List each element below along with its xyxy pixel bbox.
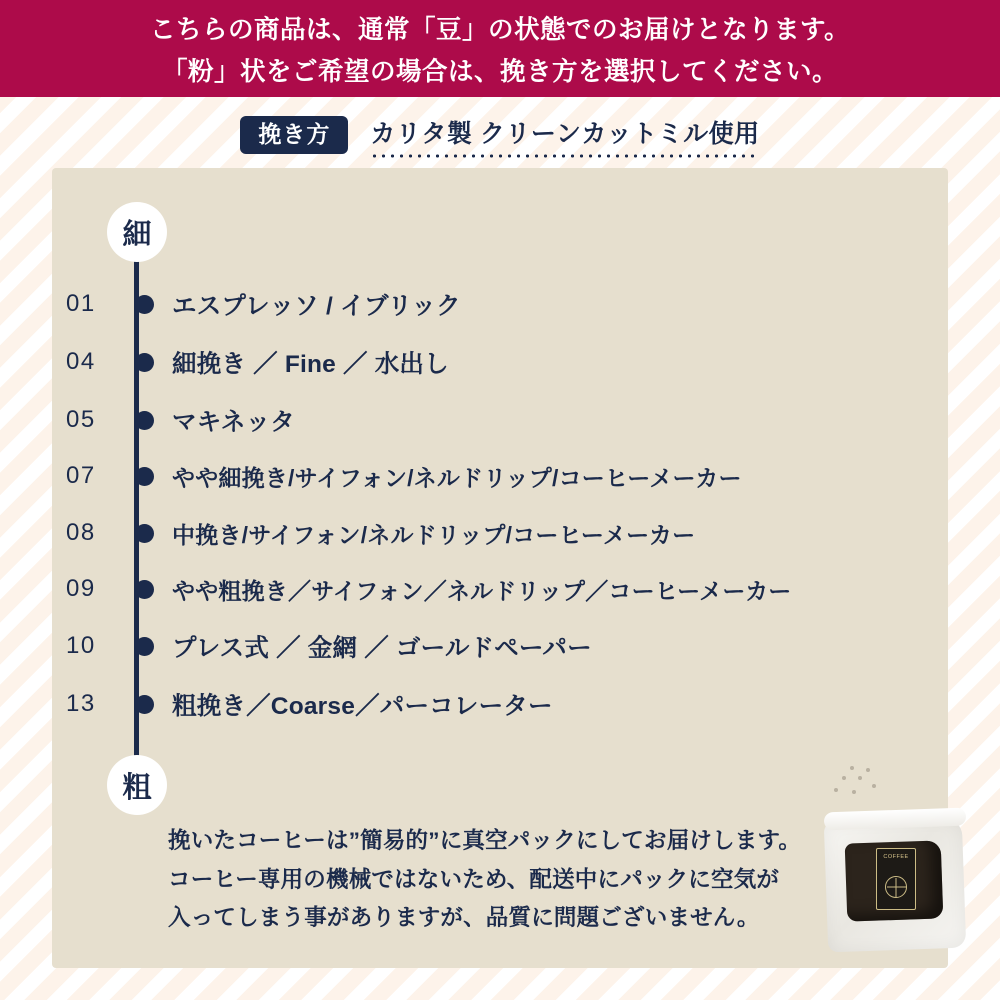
list-item[interactable] <box>66 276 946 332</box>
option-label: 中挽き/サイフォン/ネルドリップ/コーヒーメーカー <box>172 521 696 548</box>
option-label: 細挽き ／ Fine ／ 水出し <box>172 350 449 378</box>
scale-label-fine: 細 <box>107 202 167 262</box>
vacuum-pack-note-line-2: コーヒー専用の機械ではないため、配送中にパックに空気が <box>168 866 780 892</box>
dot-icon <box>135 467 154 486</box>
scale-label-coarse: 粗 <box>107 755 167 815</box>
option-label: エスプレッソ / イブリック <box>172 292 461 320</box>
sparkle-decoration-icon <box>828 762 888 806</box>
coffee-label-text: COFFEE <box>883 854 909 860</box>
dot-icon <box>135 353 154 372</box>
dot-icon <box>135 695 154 714</box>
option-marker <box>116 580 172 599</box>
option-label: やや細挽き/サイフォン/ネルドリップ/コーヒーメーカー <box>172 464 742 491</box>
dot-icon <box>135 411 154 430</box>
list-item[interactable] <box>66 505 946 561</box>
list-item[interactable] <box>66 392 946 448</box>
dot-icon <box>135 295 154 314</box>
option-marker <box>116 467 172 486</box>
option-number: 13 <box>66 690 96 717</box>
vacuum-pack-note-line-1: 挽いたコーヒーは”簡易的”に真空パックにしてお届けします。 <box>168 828 802 853</box>
option-number: 08 <box>66 519 96 546</box>
list-item[interactable] <box>66 561 946 617</box>
dot-icon <box>135 524 154 543</box>
vacuum-pack-note <box>168 822 828 938</box>
option-marker <box>116 353 172 372</box>
option-marker <box>116 411 172 430</box>
option-marker <box>116 295 172 314</box>
list-item[interactable] <box>66 676 946 732</box>
option-marker <box>116 695 172 714</box>
list-item[interactable] <box>66 448 946 504</box>
vacuum-pack-photo <box>820 808 970 960</box>
grind-badge: 挽き方 <box>240 116 348 154</box>
option-label: プレス式 ／ 金網 ／ ゴールドペーパー <box>172 634 592 662</box>
option-label: マキネッタ <box>172 408 296 436</box>
grind-mill-title: カリタ製 クリーンカットミル使用 <box>370 114 759 156</box>
notice-banner-line-1: こちらの商品は、通常「豆」の状態でのお届けとなります。 <box>150 15 850 44</box>
vacuum-pack-note-line-3: 入ってしまう事がありますが、品質に問題ございません。 <box>168 905 760 931</box>
option-number: 09 <box>66 575 96 602</box>
notice-banner-line-2: 「粉」状をご希望の場合は、挽き方を選択してください。 <box>161 57 838 86</box>
option-number: 10 <box>66 632 96 659</box>
option-number: 05 <box>66 406 96 433</box>
coffee-label-sticker <box>876 848 916 910</box>
option-label: やや粗挽き／サイフォン／ネルドリップ／コーヒーメーカー <box>172 577 792 604</box>
option-label: 粗挽き／Coarse／パーコレーター <box>172 692 553 720</box>
option-number: 01 <box>66 290 96 317</box>
option-marker <box>116 637 172 656</box>
option-number: 04 <box>66 348 96 375</box>
dot-icon <box>135 637 154 656</box>
list-item[interactable] <box>66 618 946 674</box>
coffee-label-emblem-icon <box>885 876 907 898</box>
list-item[interactable] <box>66 334 946 390</box>
option-number: 07 <box>66 462 96 489</box>
option-marker <box>116 524 172 543</box>
dot-icon <box>135 580 154 599</box>
